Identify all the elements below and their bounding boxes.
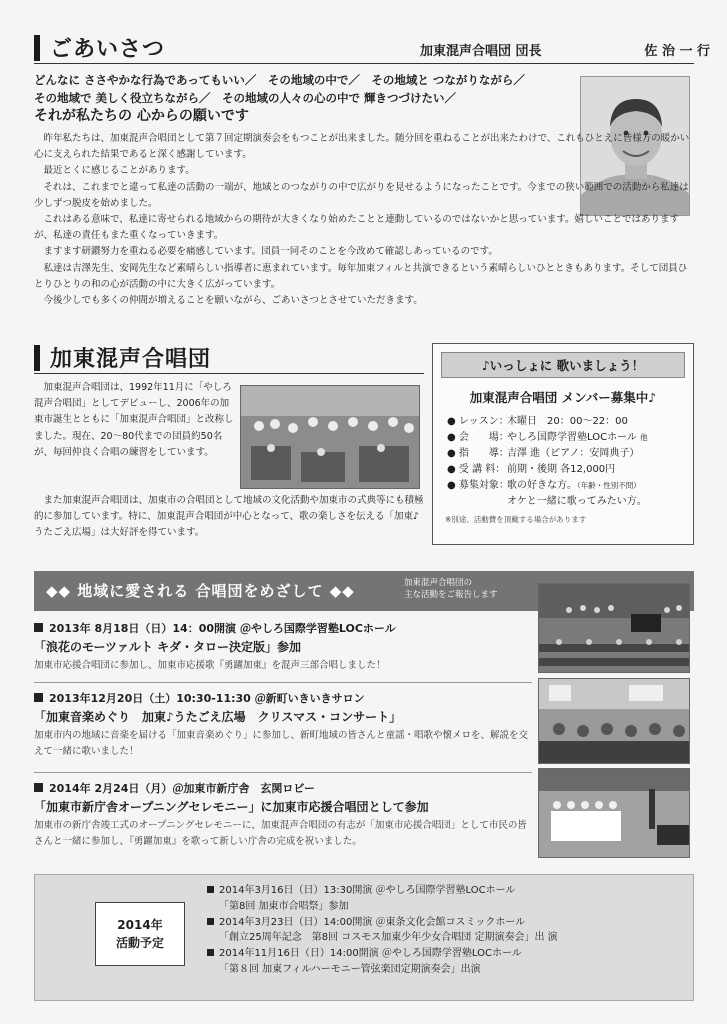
greeting-rule <box>34 63 694 64</box>
choir-paragraph: また加東混声合唱団は、加東市の合唱団として地域の文化活動や加東市の式典等にも積極的に参加しています。特に、加東混声合唱団が中心となって、歌の楽しさを伝える「加東♪うたごえ広場」は大好評を得ています。 <box>34 495 424 539</box>
greeting-heading <box>34 32 165 63</box>
event-desc: 加東市応援合唱団に参加し、加東市応援歌『勇躍加東』を混声三部合唱しました！ <box>34 660 386 671</box>
greeting-paragraph: ますます研鑚努力を重ねる必要を痛感しています。団員一同そのことを今改めて確認しあっているのです。 <box>43 246 498 258</box>
recruit-row <box>447 446 693 462</box>
heading-bar <box>34 345 40 371</box>
event-date <box>34 690 532 708</box>
activities-subtitle-line: 加東混声合唱団の <box>404 578 473 588</box>
choir-paragraph: 加東混声合唱団は、1992年11月に「やしろ混声合唱団」としてデビューし、2006年の加東市誕生とともに「加東混声合唱団」と改称しました。現在、20～80代までの団員約50名が、毎回仲良く合唱の練習をしています。 <box>34 382 234 458</box>
bullet-square-icon <box>34 623 43 632</box>
venue-extra: 他 <box>640 433 648 442</box>
bullet-square-icon <box>207 949 214 956</box>
recruit-value <box>507 430 693 446</box>
recruit-band: ♪いっしょに 歌いましょう！ <box>441 352 685 378</box>
recruit-key-blank <box>447 494 507 510</box>
recruit-value <box>507 478 693 494</box>
choir-activities-text <box>34 493 424 542</box>
choir-photo <box>240 385 420 489</box>
bullet-square-icon <box>207 886 214 893</box>
bullet-square-icon <box>34 783 43 792</box>
choir-heading <box>34 342 211 373</box>
recruit-key: ● レッスン： <box>447 416 509 427</box>
greeting-paragraph: 昨年私たちは、加東混声合唱団として第７回定期演奏会をもつことが出来ました。随分回を重ねることが出来たわけで、これもひとえに皆様方の暖かい心に支えられた結果であると深く感謝しています。 <box>34 133 690 161</box>
activities-subtitle <box>404 577 498 601</box>
choir-rule <box>34 373 424 374</box>
event-separator <box>34 682 532 683</box>
schedule-date-text: 2014年3月23日（日）14:00開演 ＠東条文化会館コスミックホール <box>219 916 526 928</box>
activities-title: ◆◆ 地域に愛される 合唱団をめざして ◆◆ <box>46 582 355 600</box>
schedule-box <box>34 874 694 1001</box>
recruit-box <box>432 343 694 545</box>
event-item <box>34 690 532 760</box>
schedule-date-text: 2014年3月16日（日）13:30開演 ＠やしろ国際学習塾LOCホール <box>219 885 516 896</box>
recruit-value: 吉澤 進（ピアノ：安岡典子） <box>507 448 640 459</box>
recruit-value: オケと一緒に歌ってみたい方。 <box>507 496 647 507</box>
poem-line: その地域で 美しく役立ちながら／ その地域の人々の心の中で 輝きつづけたい／ <box>34 91 457 105</box>
activities-subtitle-line: 主な活動をご報告します <box>404 590 498 600</box>
schedule-name: 「第８回 加東フィルハーモニー管弦楽団定期演奏会」出演 <box>219 963 481 975</box>
recruit-details <box>447 414 693 510</box>
author <box>420 40 710 59</box>
schedule-name: 「創立25周年記念 第8回 コスモス加東少年少女合唱団 定期演奏会」出 演 <box>219 932 558 944</box>
recruit-row <box>447 430 693 446</box>
recruit-key: ● 受 講 料： <box>447 464 506 475</box>
event-name: 「加東音楽めぐり 加東♪うたごえ広場 クリスマス・コンサート」 <box>34 710 402 724</box>
recruit-key: ● 募集対象： <box>447 480 509 491</box>
greeting-body <box>34 131 694 309</box>
author-role: 加東混声合唱団 団長 <box>420 44 542 59</box>
recruit-note: ※別途、活動費を頂戴する場合があります <box>445 515 587 524</box>
event-date <box>34 780 532 798</box>
author-name: 佐 治 一 行 <box>644 44 710 59</box>
greeting-paragraph: 最近とくに感じることがあります。 <box>43 165 195 177</box>
concert-hall-illustration <box>539 584 690 673</box>
recruit-row <box>447 478 693 494</box>
event-date-text: 2014年 2月24日（月）＠加東市新庁舎 玄関ロビー <box>49 782 315 795</box>
event-separator <box>34 772 532 773</box>
event-photo <box>538 678 690 764</box>
recruit-key: ● 会 場： <box>447 432 509 443</box>
bullet-square-icon <box>34 693 43 702</box>
bullet-square-icon <box>207 918 214 925</box>
event-photo <box>538 768 690 858</box>
schedule-date <box>207 883 687 899</box>
recruit-value: 前期・後期 各12,000円 <box>507 464 616 475</box>
event-item <box>34 780 532 850</box>
recruit-value: 木曜日 20：00～22：00 <box>507 416 628 427</box>
schedule-date <box>207 915 687 931</box>
choir-illustration <box>241 386 420 489</box>
recruit-row <box>447 462 693 478</box>
schedule-year: 2014年 <box>117 918 163 932</box>
schedule-caption: 活動予定 <box>115 936 164 950</box>
event-photo <box>538 583 690 673</box>
schedule-name: 「第8回 加東市合唱祭」参加 <box>219 900 349 912</box>
greeting-title: ごあいさつ <box>50 37 166 62</box>
choir-title: 加東混声合唱団 <box>50 347 212 372</box>
greeting-paragraph: それは、これまでと違って私達の活動の一端が、地域とのつながりの中で広がりを見せるようになったことです。今までの狭い範囲での活動から私達は少しずつ脱皮を始めました。 <box>34 181 689 209</box>
event-name: 「加東市新庁舎オープニングセレモニー」に加東市応援合唱団として参加 <box>34 800 429 814</box>
greeting-poem <box>34 71 579 125</box>
event-name: 「浪花のモーツァルト キダ・タロー決定版」参加 <box>34 640 301 654</box>
event-date-text: 2013年 8月18日（日）14：00開演 ＠やしろ国際学習塾LOCホール <box>49 622 396 635</box>
choir-intro <box>34 380 234 461</box>
event-date-text: 2013年12月20日（土）10:30-11:30 ＠新町いきいきサロン <box>49 692 365 705</box>
heading-bar <box>34 35 40 61</box>
poem-line: どんなに ささやかな行為であってもいい／ その地域の中で／ その地域と つながりながら／ <box>34 73 525 87</box>
event-desc: 加東市内の地域に音楽を届ける「加東音楽めぐり」に参加し、新町地域の皆さんと童謡・唱歌や懐メロを、解説を交えて一緒に歌いました！ <box>34 730 529 757</box>
schedule-label <box>95 902 185 966</box>
venue-name: やしろ国際学習塾LOCホール <box>507 432 637 443</box>
event-date <box>34 620 532 638</box>
target-extra: （年齢・性別不問） <box>577 481 641 490</box>
schedule-date <box>207 946 687 962</box>
greeting-paragraph: これはある意味で、私達に寄せられる地域からの期待が大きくなり始めたことと連動しているのではないかと思っています。嬉しいことではありますが、私達の責任もまた重くなっていきます。 <box>34 214 680 242</box>
schedule-date-text: 2014年11月16日（日）14:00開演 ＠やしろ国際学習塾LOCホール <box>219 948 522 960</box>
recruit-key: ● 指 導： <box>447 448 509 459</box>
lobby-illustration <box>539 769 690 858</box>
recruit-row <box>447 414 693 430</box>
event-desc: 加東市の新庁舎竣工式のオープニングセレモニーに、加東混声合唱団の有志が「加東市応援合唱団」として市民の皆さんと一緒に参加し、『勇躍加東』を歌って新しい庁舎の完成を祝いました。 <box>34 820 527 847</box>
recruit-row <box>447 494 693 510</box>
greeting-paragraph: 私達は吉澤先生、安岡先生など素晴らしい指導者に恵まれています。毎年加東フィルと共演できるという素晴らしいひとときもあります。そして団員ひとりひとりの和の心が活動の中に大きく広がっています。 <box>34 262 688 290</box>
salon-illustration <box>539 679 690 764</box>
schedule-list <box>207 883 687 978</box>
recruit-heading: 加東混声合唱団 メンバー募集中♪ <box>469 390 657 405</box>
target-text: 歌の好きな方。 <box>507 480 577 491</box>
poem-line: それが私たちの 心からの願いです <box>34 108 249 124</box>
greeting-paragraph: 今後少しでも多くの仲間が増えることを願いながら、ごあいさつとさせていただきます。 <box>43 295 423 307</box>
event-item <box>34 620 532 674</box>
